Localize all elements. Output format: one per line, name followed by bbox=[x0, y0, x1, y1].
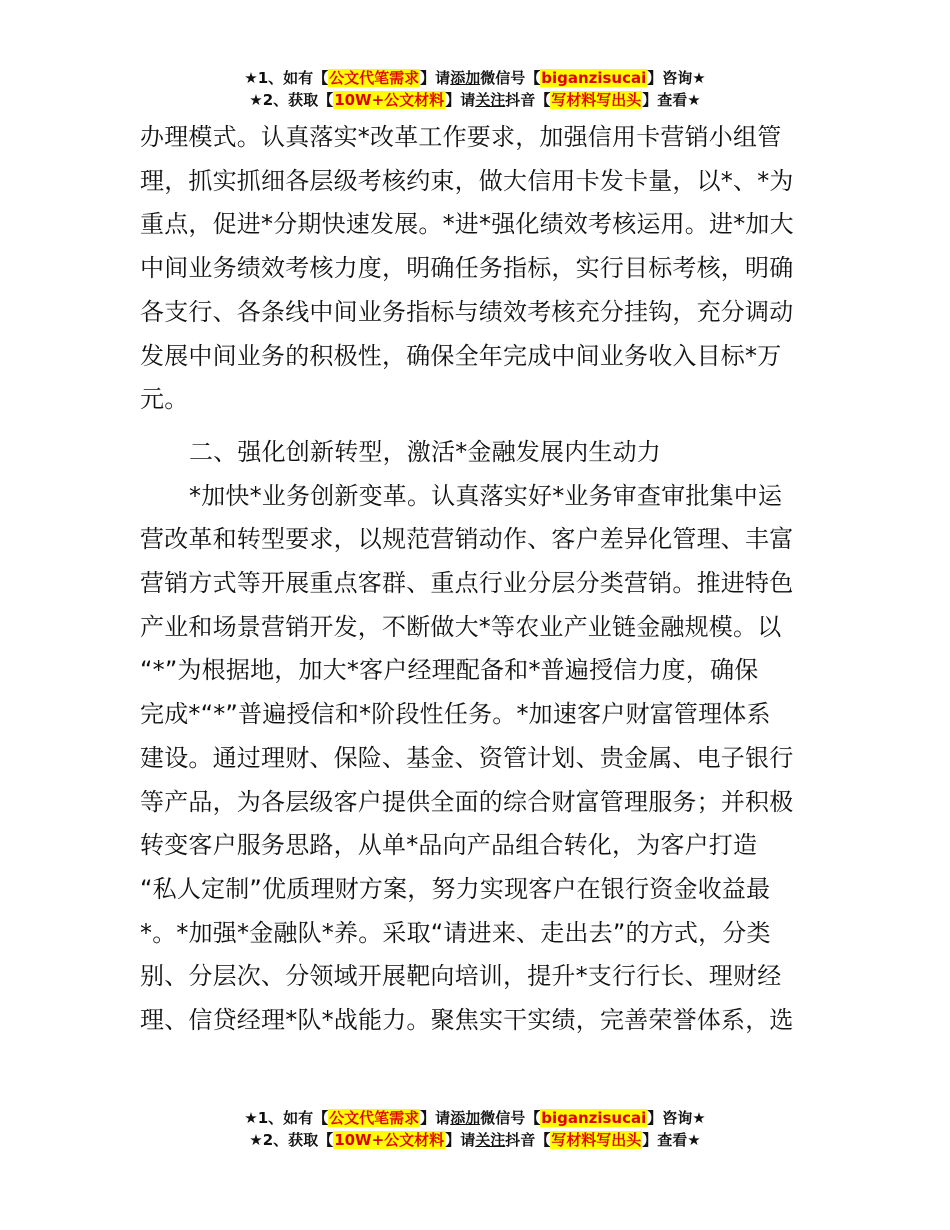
text-line: “私人定制”优质理财方案，努力实现客户在银行资金收益最 bbox=[140, 874, 771, 903]
promo-text: 1、如有【 bbox=[257, 1109, 329, 1127]
text-line: 营销方式等开展重点客群、重点行业分层分类营销。推进特色 bbox=[140, 569, 794, 598]
text-line: “*”为根据地，加大*客户经理配备和*普遍授信力度，确保 bbox=[140, 656, 759, 685]
promo-underlined-text: 关注 bbox=[475, 1131, 506, 1149]
promo-text: 1、如有【 bbox=[257, 69, 329, 87]
text-line: 理、信贷经理*队*战能力。聚焦实干实绩，完善荣誉体系，选 bbox=[140, 1006, 794, 1035]
promo-highlight: 公文代笔需求 bbox=[329, 1109, 420, 1127]
promo-underlined-text: 添加 bbox=[450, 1109, 481, 1127]
promo-text: 】咨询★ bbox=[647, 1109, 706, 1127]
paragraph-1 bbox=[140, 116, 820, 422]
promo-text: 】查看★ bbox=[642, 1131, 701, 1149]
text-line: 发展中间业务的积极性，确保全年完成中间业务收入目标*万 bbox=[140, 341, 782, 370]
promo-text: 】请 bbox=[420, 69, 451, 87]
promo-text: 】请 bbox=[445, 91, 476, 109]
promo-text: 】查看★ bbox=[642, 91, 701, 109]
text-line: 等产品，为各层级客户提供全面的综合财富管理服务；并积极 bbox=[140, 787, 794, 816]
promo-highlight: biganzisucai bbox=[541, 69, 647, 87]
text-line: 各支行、各条线中间业务指标与绩效考核充分挂钩，充分调动 bbox=[140, 297, 794, 326]
text-line: 元。 bbox=[140, 385, 189, 414]
promo-text: 】咨询★ bbox=[647, 69, 706, 87]
text-line: *加快*业务创新变革。认真落实好*业务审查审批集中运 bbox=[189, 481, 783, 510]
star-icon: ★ bbox=[249, 1131, 263, 1149]
document-body bbox=[140, 116, 820, 1043]
promo-highlight: 10W+公文材料 bbox=[334, 91, 445, 109]
promo-underlined-text: 添加 bbox=[450, 69, 481, 87]
star-icon: ★ bbox=[244, 1109, 258, 1127]
promo-banner-top bbox=[0, 67, 950, 111]
promo-highlight: 公文代笔需求 bbox=[329, 69, 420, 87]
text-line: 重点，促进*分期快速发展。*进*强化绩效考核运用。进*加大 bbox=[140, 210, 794, 239]
text-line: 办理模式。认真落实*改革工作要求，加强信用卡营销小组管 bbox=[140, 123, 782, 151]
text-line: 建设。通过理财、保险、基金、资管计划、贵金属、电子银行 bbox=[140, 743, 794, 772]
star-icon: ★ bbox=[244, 69, 258, 87]
section-heading: 二、强化创新转型，激活*金融发展内生动力 bbox=[189, 437, 661, 466]
promo-text: 微信号【 bbox=[480, 1109, 541, 1127]
text-line: 理，抓实抓细各层级考核约束，做大信用卡发卡量，以*、*为 bbox=[140, 166, 794, 195]
promo-text: 2、获取【 bbox=[262, 91, 334, 109]
promo-line-2 bbox=[0, 1129, 950, 1151]
text-line: 中间业务绩效考核力度，明确任务指标，实行目标考核，明确 bbox=[140, 254, 794, 283]
promo-text: 抖音【 bbox=[505, 91, 551, 109]
paragraph-2 bbox=[140, 475, 820, 1043]
star-icon: ★ bbox=[249, 91, 263, 109]
text-line: *。*加强*金融队*养。采取“请进来、走出去”的方式，分类 bbox=[140, 918, 771, 947]
promo-underlined-text: 关注 bbox=[475, 91, 506, 109]
text-line: 营改革和转型要求，以规范营销动作、客户差异化管理、丰富 bbox=[140, 525, 794, 554]
promo-text: 2、获取【 bbox=[262, 1131, 334, 1149]
text-line: 别、分层次、分领域开展靶向培训，提升*支行行长、理财经 bbox=[140, 962, 782, 991]
text-line: 完成*“*”普遍授信和*阶段性任务。*加速客户财富管理体系 bbox=[140, 700, 771, 729]
promo-line-2 bbox=[0, 89, 950, 111]
promo-highlight: 写材料写出头 bbox=[551, 1131, 642, 1149]
promo-text: 】请 bbox=[445, 1131, 476, 1149]
promo-banner-bottom bbox=[0, 1107, 950, 1151]
promo-line-1 bbox=[0, 67, 950, 89]
promo-line-1 bbox=[0, 1107, 950, 1129]
text-line: 转变客户服务思路，从单*品向产品组合转化，为客户打造 bbox=[140, 831, 758, 860]
text-line: 产业和场景营销开发，不断做大*等农业产业链金融规模。以 bbox=[140, 612, 782, 641]
promo-highlight: 写材料写出头 bbox=[551, 91, 642, 109]
promo-text: 抖音【 bbox=[505, 1131, 551, 1149]
promo-text: 微信号【 bbox=[480, 69, 541, 87]
promo-highlight: biganzisucai bbox=[541, 1109, 647, 1127]
promo-text: 】请 bbox=[420, 1109, 451, 1127]
promo-highlight: 10W+公文材料 bbox=[334, 1131, 445, 1149]
